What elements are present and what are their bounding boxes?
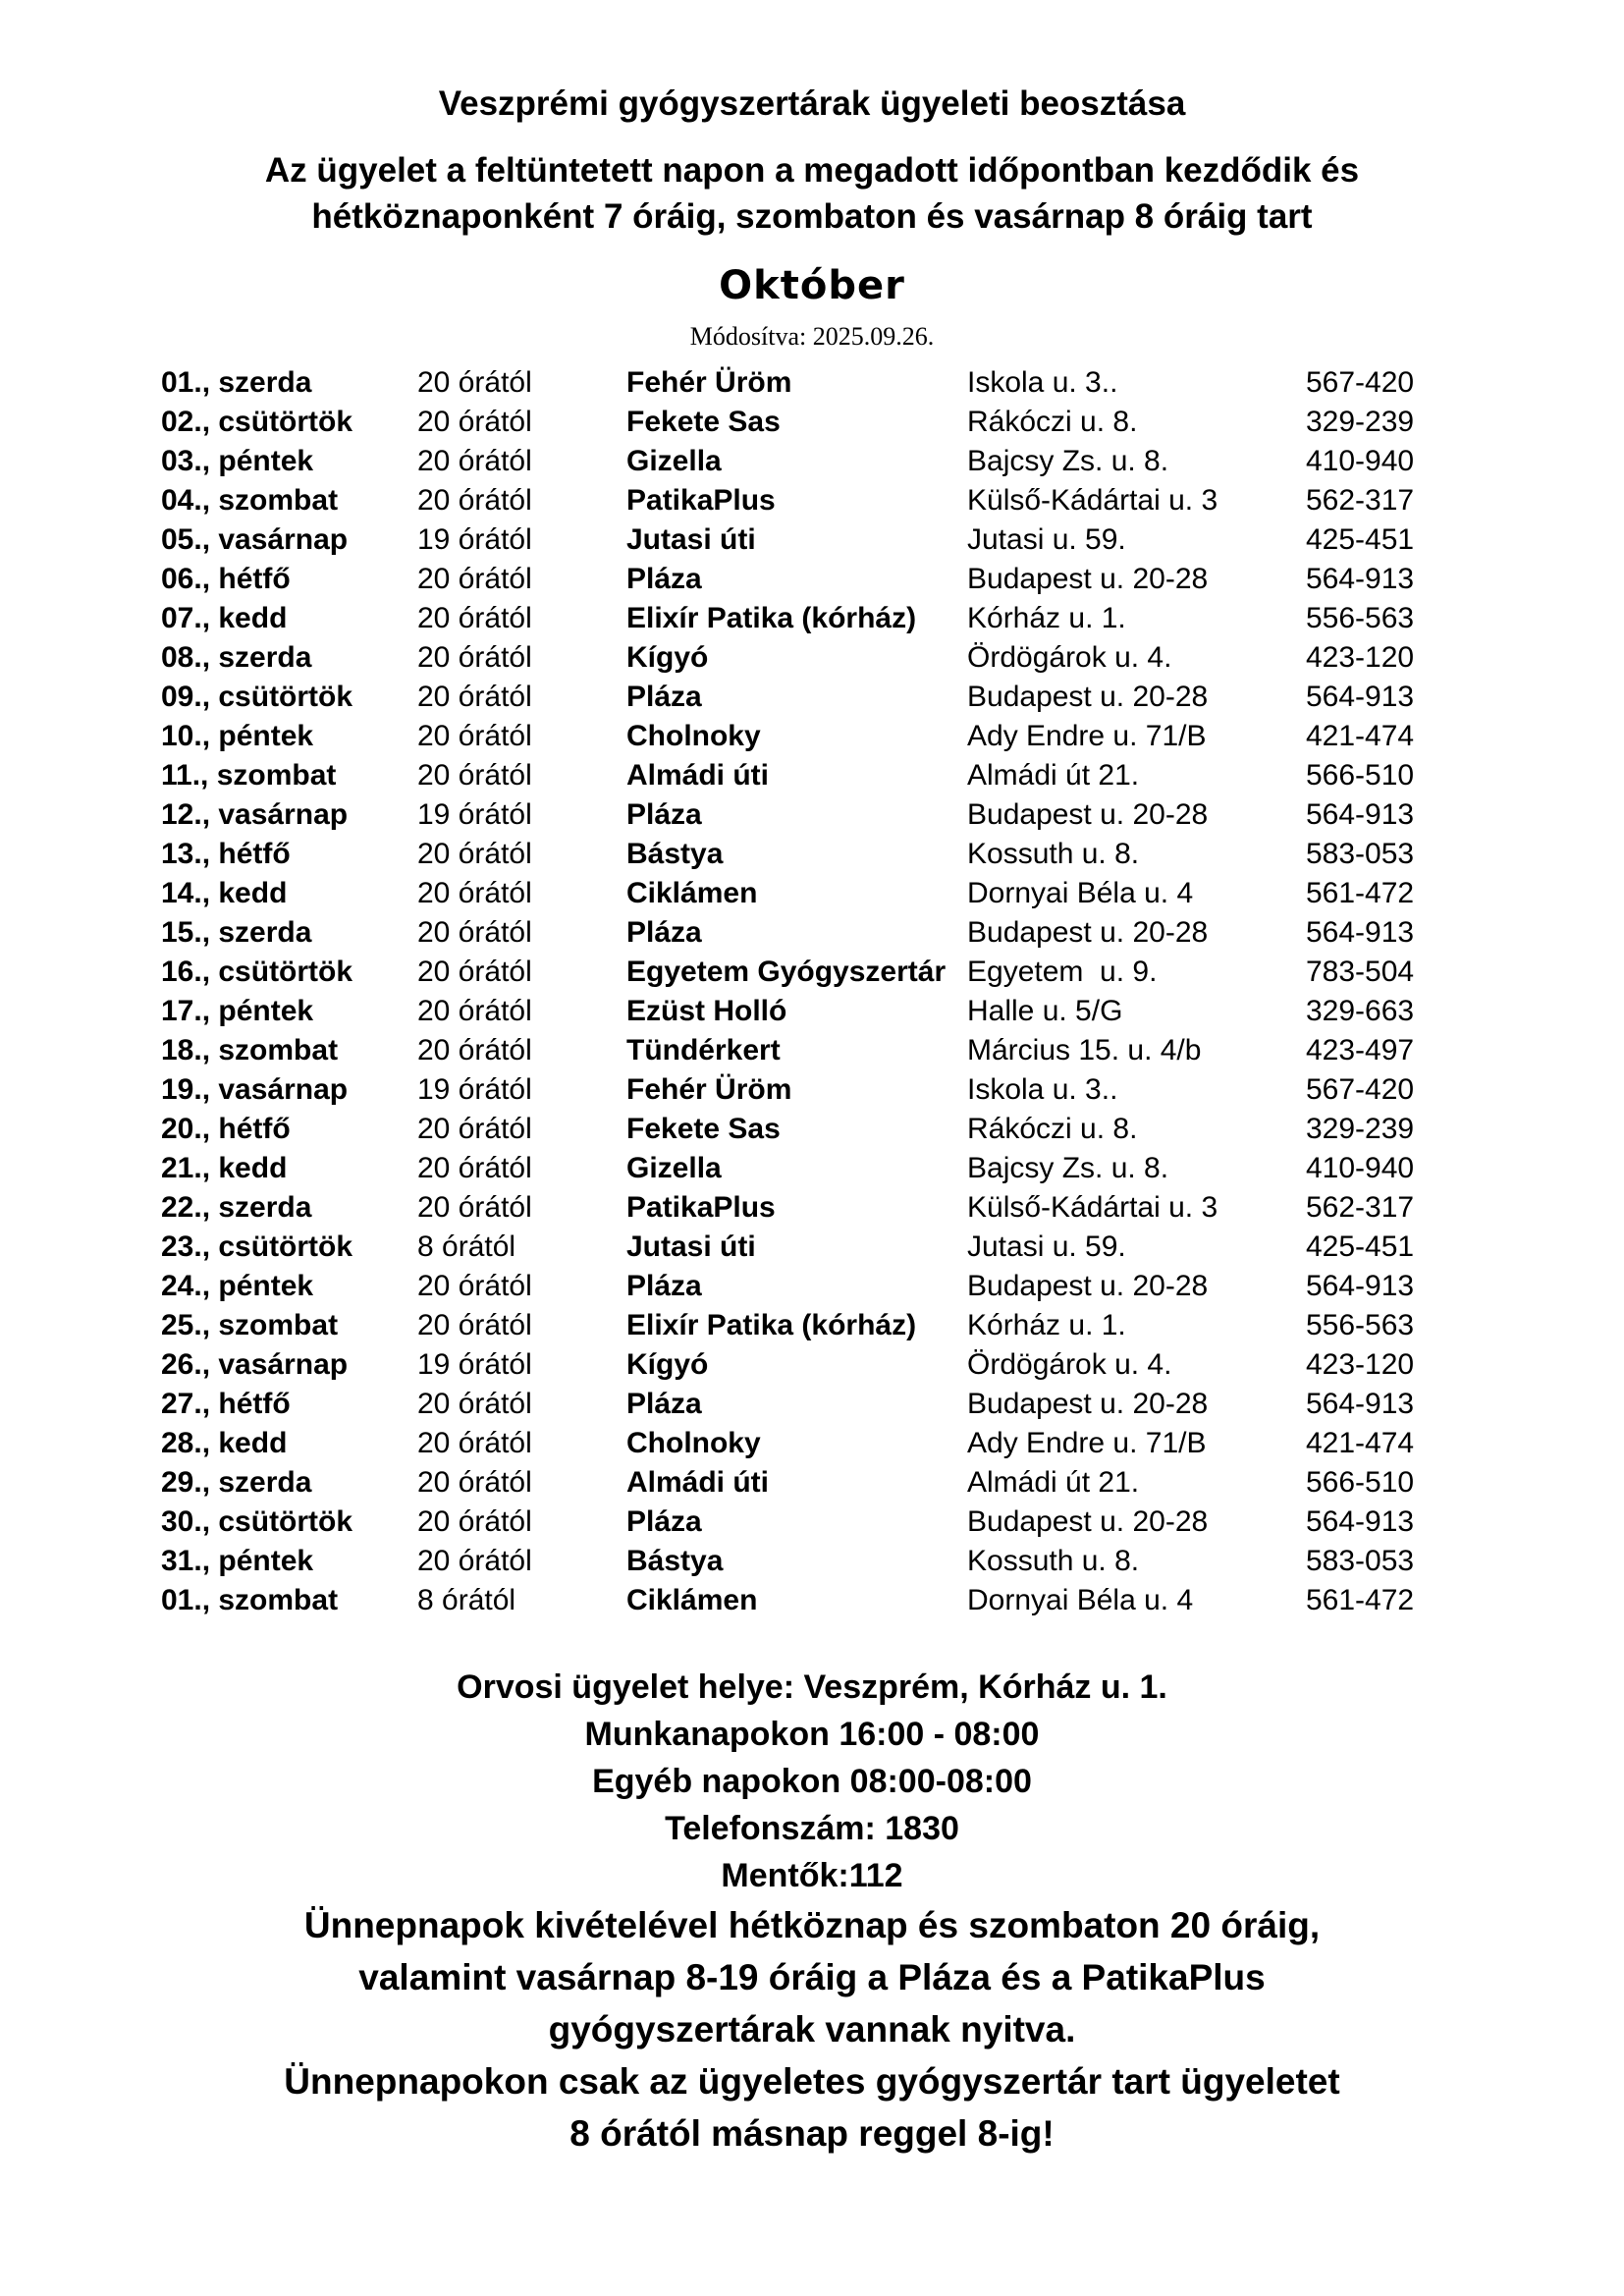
pharmacy-cell: Elixír Patika (kórház) bbox=[626, 602, 917, 634]
time-cell: 20 órától bbox=[417, 759, 532, 792]
phone-cell: 564-913 bbox=[1306, 916, 1415, 949]
phone-cell: 423-497 bbox=[1306, 1034, 1415, 1066]
table-row bbox=[161, 1188, 1434, 1228]
day-cell: 15., szerda bbox=[161, 916, 312, 949]
pharmacy-cell: Bástya bbox=[626, 1545, 724, 1577]
address-cell: Külső-Kádártai u. 3 bbox=[967, 484, 1218, 517]
page-subtitle-line-2: hétköznaponként 7 óráig, szombaton és vasárnap 8 óráig tart bbox=[311, 197, 1313, 236]
address-cell: Budapest u. 20-28 bbox=[967, 1505, 1209, 1538]
pharmacy-cell: Fekete Sas bbox=[626, 406, 781, 438]
phone-cell: 423-120 bbox=[1306, 641, 1415, 674]
phone-cell: 564-913 bbox=[1306, 563, 1415, 595]
address-cell: Kossuth u. 8. bbox=[967, 838, 1140, 870]
day-cell: 18., szombat bbox=[161, 1034, 339, 1066]
phone-cell: 425-451 bbox=[1306, 523, 1415, 556]
notice-line-1: Ünnepnapok kivételével hétköznap és szombaton 20 óráig, bbox=[303, 1905, 1321, 1945]
phone-cell: 562-317 bbox=[1306, 1191, 1415, 1224]
schedule-table bbox=[161, 363, 1434, 1620]
phone-cell: 564-913 bbox=[1306, 798, 1415, 831]
time-cell: 20 órától bbox=[417, 1505, 532, 1538]
day-cell: 23., csütörtök bbox=[161, 1230, 353, 1263]
time-cell: 19 órától bbox=[417, 1348, 532, 1381]
table-row bbox=[161, 1542, 1434, 1581]
address-cell: Egyetem u. 9. bbox=[967, 956, 1158, 988]
phone-cell: 421-474 bbox=[1306, 1427, 1415, 1459]
table-row bbox=[161, 481, 1434, 520]
address-cell: Jutasi u. 59. bbox=[967, 523, 1126, 556]
day-cell: 17., péntek bbox=[161, 995, 314, 1027]
day-cell: 22., szerda bbox=[161, 1191, 312, 1224]
table-row bbox=[161, 520, 1434, 560]
time-cell: 8 órától bbox=[417, 1584, 516, 1616]
pharmacy-cell: Cholnoky bbox=[626, 1427, 761, 1459]
day-cell: 28., kedd bbox=[161, 1427, 288, 1459]
time-cell: 20 órától bbox=[417, 1466, 532, 1499]
table-row bbox=[161, 638, 1434, 678]
notice-line-4: Ünnepnapokon csak az ügyeletes gyógyszertár tart ügyeletet bbox=[284, 2061, 1340, 2102]
page-subtitle-line-1: Az ügyelet a feltüntetett napon a megadott időpontban kezdődik és bbox=[264, 151, 1360, 190]
time-cell: 20 órától bbox=[417, 1545, 532, 1577]
modified-date: Módosítva: 2025.09.26. bbox=[689, 322, 935, 351]
day-cell: 20., hétfő bbox=[161, 1113, 291, 1145]
day-cell: 04., szombat bbox=[161, 484, 339, 517]
table-row bbox=[161, 403, 1434, 442]
time-cell: 20 órától bbox=[417, 641, 532, 674]
address-cell: Budapest u. 20-28 bbox=[967, 681, 1209, 713]
address-cell: Kossuth u. 8. bbox=[967, 1545, 1140, 1577]
day-cell: 06., hétfő bbox=[161, 563, 291, 595]
table-row bbox=[161, 1267, 1434, 1306]
address-cell: Rákóczi u. 8. bbox=[967, 1113, 1138, 1145]
time-cell: 20 órától bbox=[417, 1309, 532, 1341]
opening-hours-notice bbox=[0, 1899, 1624, 2159]
address-cell: Bajcsy Zs. u. 8. bbox=[967, 445, 1169, 477]
pharmacy-cell: Gizella bbox=[626, 445, 722, 477]
day-cell: 07., kedd bbox=[161, 602, 288, 634]
pharmacy-cell: Kígyó bbox=[626, 641, 709, 674]
time-cell: 20 órától bbox=[417, 445, 532, 477]
phone-cell: 566-510 bbox=[1306, 759, 1415, 792]
address-cell: Március 15. u. 4/b bbox=[967, 1034, 1202, 1066]
table-row bbox=[161, 1149, 1434, 1188]
phone-cell: 566-510 bbox=[1306, 1466, 1415, 1499]
address-cell: Dornyai Béla u. 4 bbox=[967, 877, 1194, 909]
phone-cell: 583-053 bbox=[1306, 1545, 1415, 1577]
table-row bbox=[161, 599, 1434, 638]
day-cell: 25., szombat bbox=[161, 1309, 339, 1341]
page-subtitle bbox=[0, 147, 1624, 240]
pharmacy-cell: Pláza bbox=[626, 1388, 702, 1420]
phone-cell: 425-451 bbox=[1306, 1230, 1415, 1263]
time-cell: 19 órától bbox=[417, 798, 532, 831]
day-cell: 02., csütörtök bbox=[161, 406, 353, 438]
pharmacy-cell: Gizella bbox=[626, 1152, 722, 1184]
pharmacy-cell: Tündérkert bbox=[626, 1034, 781, 1066]
pharmacy-cell: Pláza bbox=[626, 916, 702, 949]
address-cell: Budapest u. 20-28 bbox=[967, 1388, 1209, 1420]
time-cell: 20 órától bbox=[417, 1191, 532, 1224]
table-row bbox=[161, 717, 1434, 756]
day-cell: 29., szerda bbox=[161, 1466, 312, 1499]
time-cell: 20 órától bbox=[417, 995, 532, 1027]
table-row bbox=[161, 1385, 1434, 1424]
phone-cell: 783-504 bbox=[1306, 956, 1415, 988]
phone-cell: 564-913 bbox=[1306, 681, 1415, 713]
pharmacy-cell: Fehér Üröm bbox=[626, 1073, 792, 1106]
pharmacy-cell: Almádi úti bbox=[626, 759, 770, 792]
day-cell: 19., vasárnap bbox=[161, 1073, 349, 1106]
address-cell: Bajcsy Zs. u. 8. bbox=[967, 1152, 1169, 1184]
table-row bbox=[161, 678, 1434, 717]
phone-cell: 329-239 bbox=[1306, 406, 1415, 438]
pharmacy-cell: Elixír Patika (kórház) bbox=[626, 1309, 917, 1341]
day-cell: 16., csütörtök bbox=[161, 956, 353, 988]
table-row bbox=[161, 835, 1434, 874]
medical-duty-info bbox=[0, 1664, 1624, 1899]
address-cell: Ördögárok u. 4. bbox=[967, 641, 1172, 674]
month-title: Október bbox=[719, 263, 905, 308]
phone-cell: 423-120 bbox=[1306, 1348, 1415, 1381]
table-row bbox=[161, 953, 1434, 992]
pharmacy-cell: Pláza bbox=[626, 798, 702, 831]
day-cell: 26., vasárnap bbox=[161, 1348, 349, 1381]
phone-cell: 561-472 bbox=[1306, 877, 1415, 909]
address-cell: Ady Endre u. 71/B bbox=[967, 720, 1207, 752]
day-cell: 27., hétfő bbox=[161, 1388, 291, 1420]
time-cell: 19 órától bbox=[417, 523, 532, 556]
day-cell: 14., kedd bbox=[161, 877, 288, 909]
phone-cell: 410-940 bbox=[1306, 1152, 1415, 1184]
notice-line-2: valamint vasárnap 8-19 óráig a Pláza és a PatikaPlus bbox=[358, 1957, 1266, 1997]
day-cell: 12., vasárnap bbox=[161, 798, 349, 831]
duty-weekday-hours: Munkanapokon 16:00 - 08:00 bbox=[584, 1716, 1040, 1753]
time-cell: 20 órától bbox=[417, 1427, 532, 1459]
page-title: Veszprémi gyógyszertárak ügyeleti beosztása bbox=[438, 84, 1186, 123]
time-cell: 20 órától bbox=[417, 366, 532, 399]
pharmacy-cell: Pláza bbox=[626, 1270, 702, 1302]
pharmacy-cell: Almádi úti bbox=[626, 1466, 770, 1499]
pharmacy-cell: Bástya bbox=[626, 838, 724, 870]
pharmacy-cell: Egyetem Gyógyszertár bbox=[626, 956, 947, 988]
duty-phone-number: Telefonszám: 1830 bbox=[665, 1810, 959, 1847]
address-cell: Kórház u. 1. bbox=[967, 602, 1126, 634]
time-cell: 20 órától bbox=[417, 838, 532, 870]
phone-cell: 567-420 bbox=[1306, 366, 1415, 399]
time-cell: 20 órától bbox=[417, 1034, 532, 1066]
table-row bbox=[161, 1345, 1434, 1385]
pharmacy-cell: PatikaPlus bbox=[626, 484, 776, 517]
address-cell: Almádi út 21. bbox=[967, 1466, 1140, 1499]
ambulance-number: Mentők:112 bbox=[721, 1857, 903, 1894]
table-row bbox=[161, 1463, 1434, 1503]
time-cell: 19 órától bbox=[417, 1073, 532, 1106]
phone-cell: 564-913 bbox=[1306, 1505, 1415, 1538]
day-cell: 21., kedd bbox=[161, 1152, 288, 1184]
day-cell: 01., szerda bbox=[161, 366, 312, 399]
pharmacy-cell: Fehér Üröm bbox=[626, 366, 792, 399]
address-cell: Budapest u. 20-28 bbox=[967, 916, 1209, 949]
address-cell: Iskola u. 3.. bbox=[967, 366, 1118, 399]
duty-location-line: Orvosi ügyelet helye: Veszprém, Kórház u. 1. bbox=[457, 1668, 1167, 1706]
pharmacy-cell: Kígyó bbox=[626, 1348, 709, 1381]
day-cell: 11., szombat bbox=[161, 759, 337, 792]
time-cell: 20 órától bbox=[417, 916, 532, 949]
phone-cell: 564-913 bbox=[1306, 1388, 1415, 1420]
address-cell: Budapest u. 20-28 bbox=[967, 563, 1209, 595]
day-cell: 08., szerda bbox=[161, 641, 312, 674]
address-cell: Halle u. 5/G bbox=[967, 995, 1123, 1027]
table-row bbox=[161, 1070, 1434, 1110]
day-cell: 05., vasárnap bbox=[161, 523, 349, 556]
time-cell: 8 órától bbox=[417, 1230, 516, 1263]
day-cell: 24., péntek bbox=[161, 1270, 314, 1302]
phone-cell: 421-474 bbox=[1306, 720, 1415, 752]
pharmacy-cell: Fekete Sas bbox=[626, 1113, 781, 1145]
day-cell: 13., hétfő bbox=[161, 838, 291, 870]
day-cell: 30., csütörtök bbox=[161, 1505, 353, 1538]
day-cell: 09., csütörtök bbox=[161, 681, 353, 713]
time-cell: 20 órától bbox=[417, 563, 532, 595]
table-row bbox=[161, 363, 1434, 403]
phone-cell: 556-563 bbox=[1306, 1309, 1415, 1341]
address-cell: Kórház u. 1. bbox=[967, 1309, 1126, 1341]
pharmacy-cell: Ciklámen bbox=[626, 1584, 758, 1616]
pharmacy-cell: Pláza bbox=[626, 681, 702, 713]
day-cell: 01., szombat bbox=[161, 1584, 339, 1616]
table-row bbox=[161, 1031, 1434, 1070]
pharmacy-cell: Pláza bbox=[626, 1505, 702, 1538]
table-row bbox=[161, 913, 1434, 953]
address-cell: Almádi út 21. bbox=[967, 759, 1140, 792]
table-row bbox=[161, 1581, 1434, 1620]
pharmacy-cell: PatikaPlus bbox=[626, 1191, 776, 1224]
address-cell: Budapest u. 20-28 bbox=[967, 798, 1209, 831]
time-cell: 20 órától bbox=[417, 681, 532, 713]
time-cell: 20 órától bbox=[417, 406, 532, 438]
pharmacy-cell: Pláza bbox=[626, 563, 702, 595]
pharmacy-cell: Ezüst Holló bbox=[626, 995, 787, 1027]
address-cell: Jutasi u. 59. bbox=[967, 1230, 1126, 1263]
address-cell: Budapest u. 20-28 bbox=[967, 1270, 1209, 1302]
address-cell: Iskola u. 3.. bbox=[967, 1073, 1118, 1106]
table-row bbox=[161, 560, 1434, 599]
address-cell: Ady Endre u. 71/B bbox=[967, 1427, 1207, 1459]
phone-cell: 564-913 bbox=[1306, 1270, 1415, 1302]
time-cell: 20 órától bbox=[417, 484, 532, 517]
time-cell: 20 órától bbox=[417, 1388, 532, 1420]
time-cell: 20 órától bbox=[417, 877, 532, 909]
pharmacy-cell: Cholnoky bbox=[626, 720, 761, 752]
table-row bbox=[161, 795, 1434, 835]
time-cell: 20 órától bbox=[417, 1152, 532, 1184]
notice-line-3: gyógyszertárak vannak nyitva. bbox=[548, 2009, 1076, 2050]
table-row bbox=[161, 1110, 1434, 1149]
time-cell: 20 órától bbox=[417, 956, 532, 988]
table-row bbox=[161, 1306, 1434, 1345]
address-cell: Külső-Kádártai u. 3 bbox=[967, 1191, 1218, 1224]
day-cell: 31., péntek bbox=[161, 1545, 314, 1577]
address-cell: Dornyai Béla u. 4 bbox=[967, 1584, 1194, 1616]
table-row bbox=[161, 1424, 1434, 1463]
table-row bbox=[161, 992, 1434, 1031]
notice-line-5: 8 órától másnap reggel 8-ig! bbox=[569, 2113, 1055, 2154]
phone-cell: 410-940 bbox=[1306, 445, 1415, 477]
table-row bbox=[161, 442, 1434, 481]
time-cell: 20 órától bbox=[417, 602, 532, 634]
phone-cell: 567-420 bbox=[1306, 1073, 1415, 1106]
table-row bbox=[161, 756, 1434, 795]
phone-cell: 329-239 bbox=[1306, 1113, 1415, 1145]
phone-cell: 561-472 bbox=[1306, 1584, 1415, 1616]
table-row bbox=[161, 1503, 1434, 1542]
time-cell: 20 órától bbox=[417, 720, 532, 752]
phone-cell: 583-053 bbox=[1306, 838, 1415, 870]
phone-cell: 329-663 bbox=[1306, 995, 1415, 1027]
pharmacy-cell: Ciklámen bbox=[626, 877, 758, 909]
duty-otherday-hours: Egyéb napokon 08:00-08:00 bbox=[592, 1763, 1032, 1800]
day-cell: 10., péntek bbox=[161, 720, 314, 752]
pharmacy-cell: Jutasi úti bbox=[626, 523, 756, 556]
phone-cell: 556-563 bbox=[1306, 602, 1415, 634]
phone-cell: 562-317 bbox=[1306, 484, 1415, 517]
table-row bbox=[161, 874, 1434, 913]
address-cell: Rákóczi u. 8. bbox=[967, 406, 1138, 438]
pharmacy-cell: Jutasi úti bbox=[626, 1230, 756, 1263]
table-row bbox=[161, 1228, 1434, 1267]
time-cell: 20 órától bbox=[417, 1270, 532, 1302]
address-cell: Ördögárok u. 4. bbox=[967, 1348, 1172, 1381]
time-cell: 20 órától bbox=[417, 1113, 532, 1145]
day-cell: 03., péntek bbox=[161, 445, 314, 477]
